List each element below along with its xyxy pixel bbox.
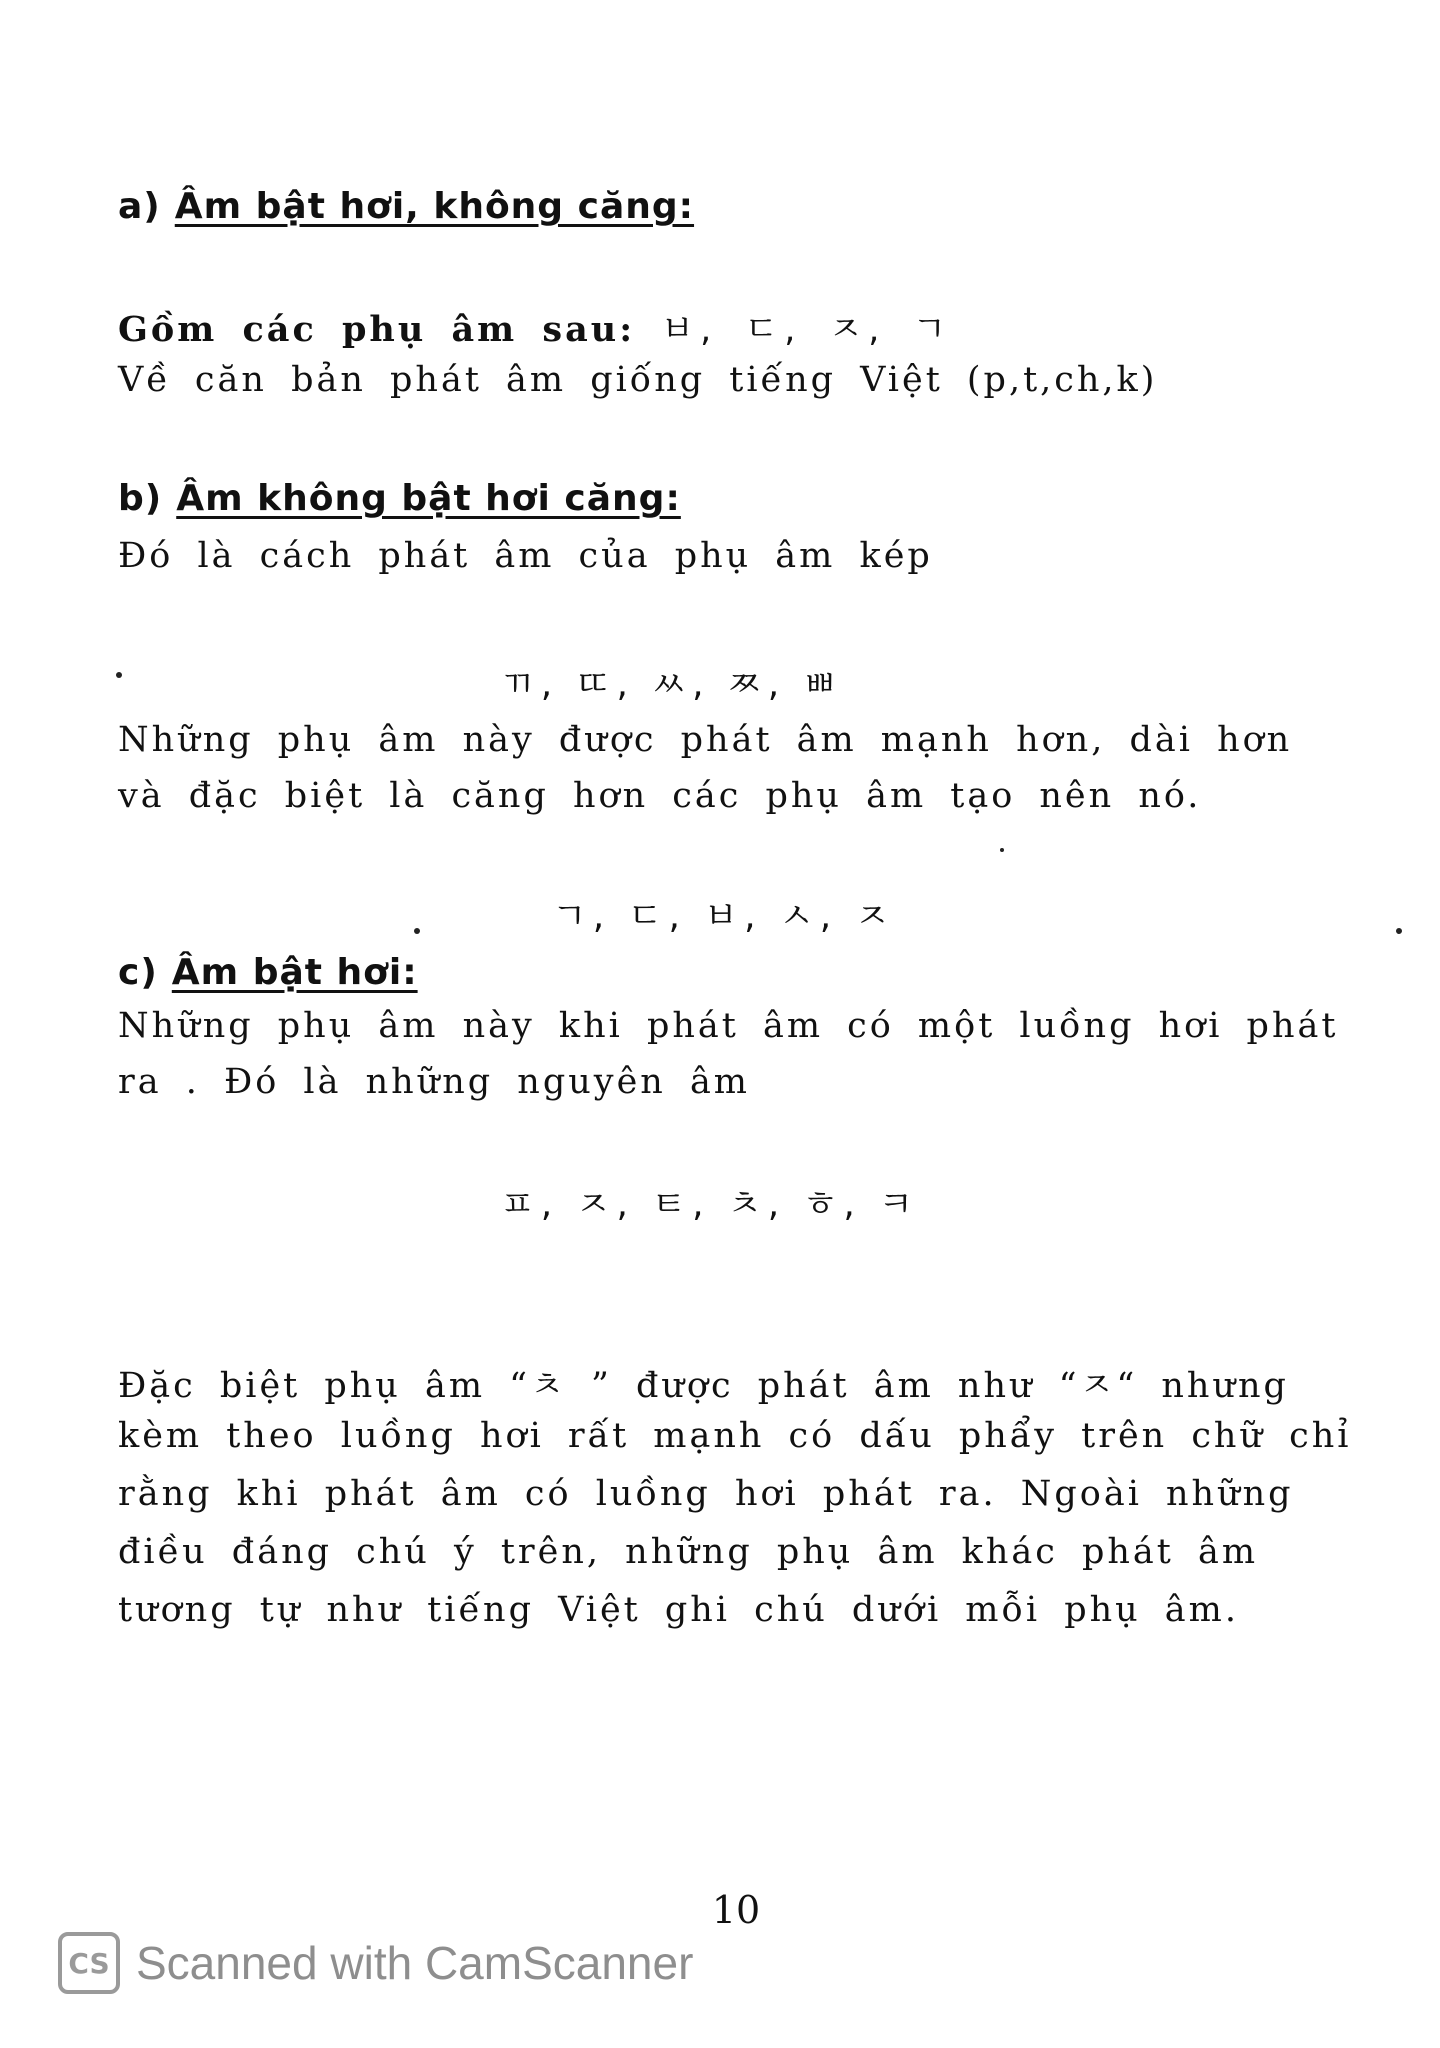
section-b-letter: b) xyxy=(118,478,163,519)
section-a-heading xyxy=(118,186,694,227)
section-c-title: Âm bật hơi: xyxy=(171,952,418,993)
section-b-text-line-3: và đặc biệt là căng hơn các phụ âm tạo nên nó. xyxy=(118,776,1202,816)
scan-speck xyxy=(1396,928,1402,934)
section-a-consonant-label: Gồm các phụ âm sau: xyxy=(118,309,636,350)
section-b-description: Đó là cách phát âm của phụ âm kép xyxy=(118,536,933,576)
camscanner-logo-icon: CS xyxy=(58,1932,120,1994)
section-a-description: Về căn bản phát âm giống tiếng Việt (p,t,ch,k) xyxy=(118,360,1158,400)
section-b-text-line-2: Những phụ âm này được phát âm mạnh hơn, dài hơn xyxy=(118,720,1293,760)
watermark-text: Scanned with CamScanner xyxy=(136,1937,694,1989)
section-a-consonants: ㅂ, ㄷ, ㅈ, ㄱ xyxy=(660,310,953,350)
section-b-double-consonants: ㄲ, ㄸ, ㅆ, ㅉ, ㅃ xyxy=(500,664,844,705)
note-line-4: điều đáng chú ý trên, những phụ âm khác phát âm xyxy=(118,1532,1259,1572)
note-line-1: Đặc biệt phụ âm “ㅊ ” được phát âm như “ㅈ“ nhưng xyxy=(118,1366,1289,1406)
section-a-title: Âm bật hơi, không căng: xyxy=(174,186,695,227)
section-b-base-consonants: ㄱ, ㄷ, ㅂ, ㅅ, ㅈ xyxy=(552,896,896,937)
camscanner-watermark xyxy=(58,1932,693,1994)
section-b-heading xyxy=(118,478,681,519)
note-line-2: kèm theo luồng hơi rất mạnh có dấu phẩy trên chữ chỉ xyxy=(118,1416,1352,1456)
section-c-text-line-1: Những phụ âm này khi phát âm có một luồng hơi phát xyxy=(118,1006,1339,1046)
scan-speck xyxy=(1000,848,1004,852)
section-c-letter: c) xyxy=(118,952,158,993)
section-c-aspirated-consonants: ㅍ, ㅈ, ㅌ, ㅊ, ㅎ, ㅋ xyxy=(500,1184,920,1225)
note-line-3: rằng khi phát âm có luồng hơi phát ra. Ngoài những xyxy=(118,1474,1294,1514)
section-a-letter: a) xyxy=(118,186,161,227)
page-number: 10 xyxy=(711,1888,761,1932)
scan-speck xyxy=(414,928,420,934)
section-b-title: Âm không bật hơi căng: xyxy=(176,478,681,519)
note-line-5: tương tự như tiếng Việt ghi chú dưới mỗi phụ âm. xyxy=(118,1590,1239,1630)
scan-speck xyxy=(116,672,122,678)
section-c-heading xyxy=(118,952,418,993)
section-a-consonant-line xyxy=(118,302,952,352)
section-c-text-line-2: ra . Đó là những nguyên âm xyxy=(118,1062,750,1102)
